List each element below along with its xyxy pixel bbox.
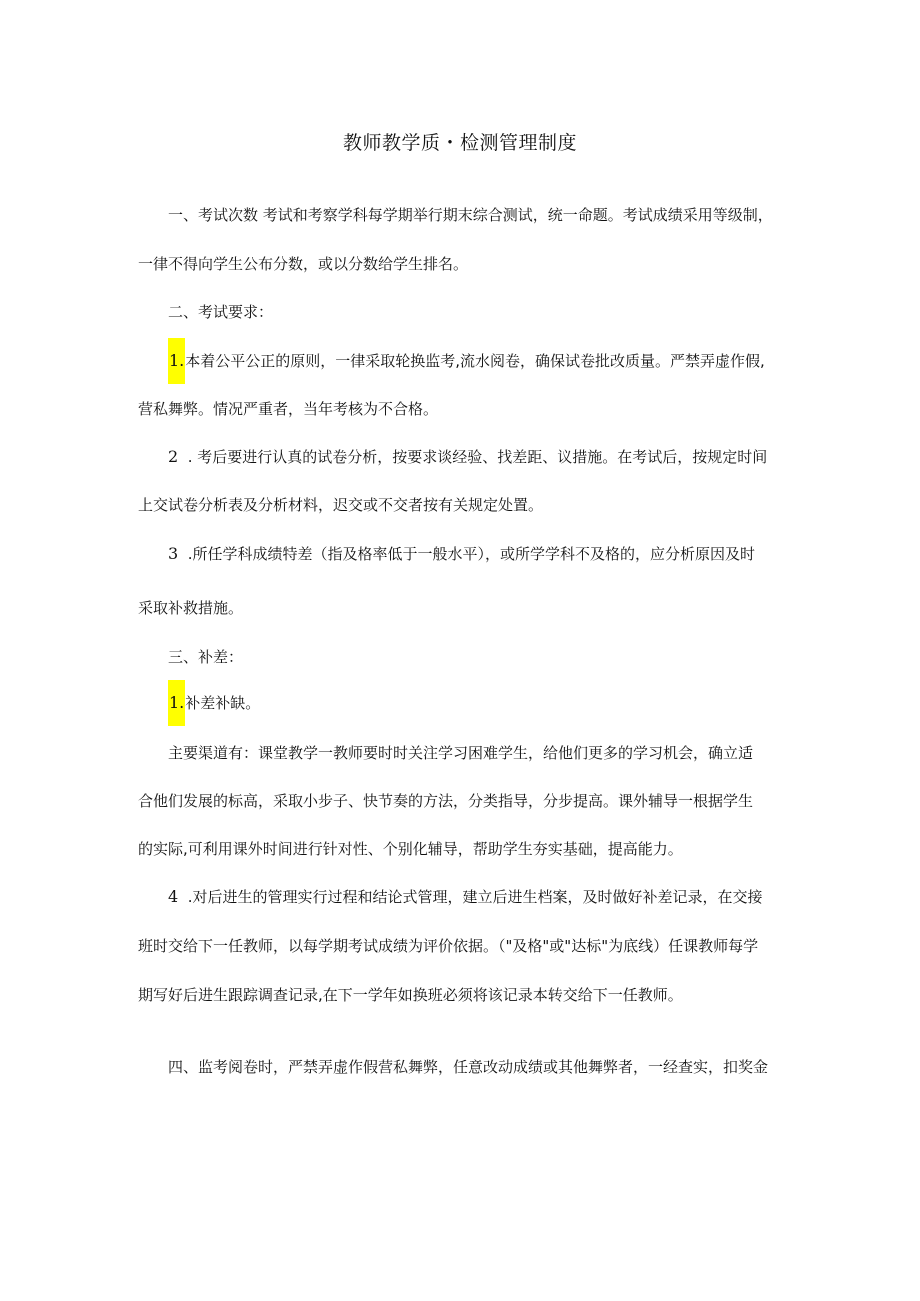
- section-3-channels-line-1: 主要渠道有：课堂教学一教师要时时关注学习困难学生，给他们更多的学习机会，确立适: [168, 744, 754, 762]
- section-3-channels-line-2: 合他们发展的标高，采取小步子、快节奏的方法，分类指导，分步提高。课外辅导一根据学生: [138, 792, 754, 810]
- item-text: .所任学科成绩特差（指及格率低于一般水平），或所学学科不及格的，应分析原因及时: [187, 545, 756, 563]
- section-2-item-2-line-1: [168, 446, 767, 468]
- item-text: 补差补缺。: [185, 694, 261, 712]
- section-2-item-1-line-1: [168, 350, 765, 372]
- section-3-item-4-line-3: 期写好后进生跟踪调查记录,在下一学年如换班必须将该记录本转交给下一任教师。: [138, 986, 683, 1004]
- section-2-item-3-line-1: [168, 543, 755, 565]
- item-number-highlight: 1.: [168, 338, 185, 384]
- section-2-item-2-line-2: 上交试卷分析表及分析材料，迟交或不交者按有关规定处置。: [138, 496, 544, 514]
- item-text: 本着公平公正的原则，一律采取轮换监考,流水阅卷，确保试卷批改质量。严禁弄虚作假,: [185, 352, 765, 370]
- section-2-heading: 二、考试要求：: [168, 303, 274, 321]
- section-3-item-4-line-2: 班时交给下一任教师，以每学期考试成绩为评价依据。（"及格"或"达标"为底线）任课教师每学: [138, 937, 759, 955]
- item-number: 3: [168, 544, 179, 563]
- section-1-line-2: 一律不得向学生公布分数，或以分数给学生排名。: [138, 255, 469, 273]
- section-3-item-4-line-1: [168, 886, 763, 908]
- item-number-highlight: 1.: [168, 680, 185, 726]
- page-title: 教师教学质・检测管理制度: [342, 132, 577, 154]
- item-text: . 考后要进行认真的试卷分析，按要求谈经验、找差距、议措施。在考试后，按规定时间: [187, 448, 768, 466]
- section-1-line-1: 一、考试次数 考试和考察学科每学期举行期末综合测试，统一命题。考试成绩采用等级制，: [168, 206, 773, 224]
- item-number: 4: [168, 887, 179, 906]
- section-2-item-1-line-2: 营私舞弊。情况严重者，当年考核为不合格。: [138, 400, 439, 418]
- section-3-channels-line-3: 的实际,可利用课外时间进行针对性、个别化辅导，帮助学生夯实基础，提高能力。: [138, 840, 683, 858]
- section-3-heading: 三、补差：: [168, 648, 244, 666]
- section-3-item-1: [168, 692, 260, 714]
- section-4-line-1: 四、监考阅卷时，严禁弄虚作假营私舞弊，任意改动成绩或其他舞弊者，一经查实，扣奖金: [168, 1058, 769, 1076]
- section-2-item-3-line-2: 采取补救措施。: [138, 599, 244, 617]
- item-text: .对后进生的管理实行过程和结论式管理，建立后进生档案，及时做好补差记录，在交接: [187, 888, 763, 906]
- item-number: 2: [168, 447, 179, 466]
